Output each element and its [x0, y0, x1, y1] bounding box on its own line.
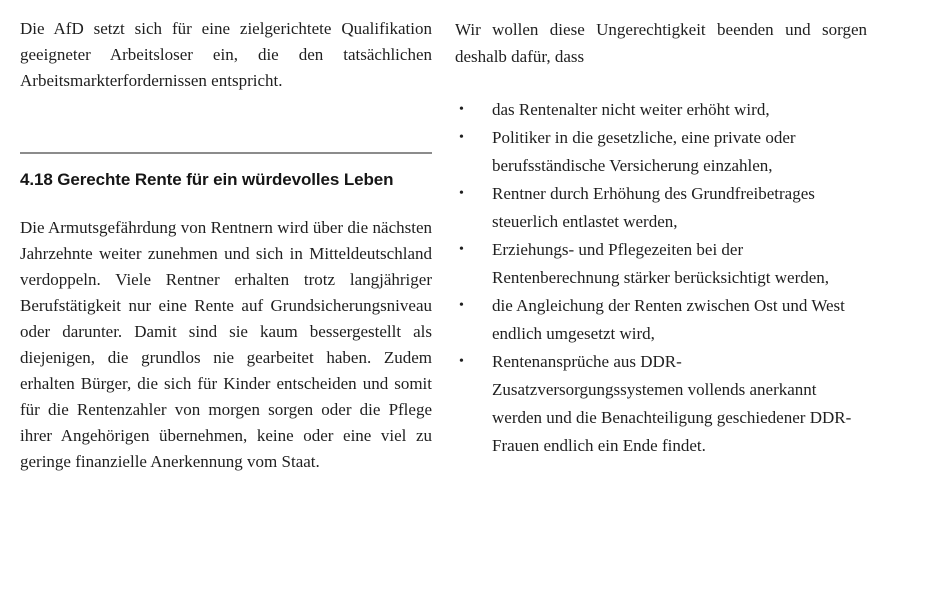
right-column	[455, 16, 867, 460]
bullet-point-icon: •	[459, 242, 464, 257]
list-item-label: die Angleichung der Renten zwischen Ost und West endlich umgesetzt wird,	[492, 296, 845, 343]
section-heading: 4.18 Gerechte Rente für ein würdevolles Leben	[20, 170, 394, 189]
right-intro-paragraph: Wir wollen diese Ungerechtigkeit beenden und sorgen deshalb dafür, dass	[455, 20, 867, 66]
bullet-point-icon: •	[459, 186, 464, 201]
bullet-point-icon: •	[459, 354, 464, 369]
list-item-label: Erziehungs- und Pflegezeiten bei der Rentenberechnung stärker berücksichtigt werden,	[492, 240, 830, 287]
section-divider-rule	[20, 152, 432, 154]
list-item-label: das Rentenalter nicht weiter erhöht wird,	[492, 100, 770, 119]
list-item	[455, 124, 867, 180]
list-item	[455, 292, 867, 348]
bullet-point-icon: •	[459, 102, 464, 117]
left-column	[20, 16, 432, 475]
section-body-paragraph: Die Armutsgefährdung von Rentnern wird über die nächsten Jahrzehnte weiter zunehmen und sich in Mitteldeutschland verdoppeln. Viele Rentner erhalten trotz langjähriger Berufstätigkeit nur eine Rente auf Grundsicherungsniveau oder darunter. Damit sind sie kaum bessergestellt als diejenigen, die grundlos nie gearbeitet haben. Zudem erhalten Bürger, die sich für Kinder entscheiden und somit für die Rentenzahler von morgen sorgen oder die Pflege ihrer Angehörigen übernehmen, keine oder eine viel zu geringe finanzielle Anerkennung vom Staat.	[20, 218, 432, 471]
list-item	[455, 348, 867, 460]
bullet-point-icon: •	[459, 130, 464, 145]
intro-paragraph: Die AfD setzt sich für eine zielgerichtete Qualifikation geeigneter Arbeitsloser ein, die den tatsächlichen Arbeitsmarkterfordernissen entspricht.	[20, 19, 432, 90]
list-item-label: Rentner durch Erhöhung des Grundfreibetrages steuerlich entlastet werden,	[492, 184, 815, 231]
list-item-label: Rentenansprüche aus DDR-Zusatzversorgungssystemen vollends anerkannt werden und die Benachteiligung geschiedener DDR-Frauen endlich ein Ende findet.	[492, 352, 852, 455]
section-4-18	[20, 152, 432, 475]
list-item	[455, 96, 867, 124]
list-item-label: Politiker in die gesetzliche, eine private oder berufsständische Versicherung einzahlen,	[492, 128, 796, 175]
demands-bullet-list	[455, 96, 867, 460]
bullet-point-icon: •	[459, 298, 464, 313]
list-item	[455, 236, 867, 292]
list-item	[455, 180, 867, 236]
